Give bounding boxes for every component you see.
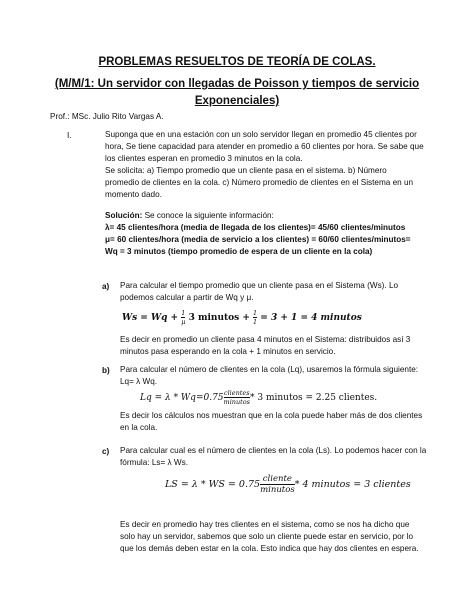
professor-name: Prof.: MSc. Julio Rito Vargas A.	[50, 112, 164, 121]
given-lambda: λ= 45 clientes/hora (media de llegada de los clientes)= 45/60 clientes/minutos	[105, 223, 406, 232]
part-c-explain: que los demás deben estar en la cola. Esto indica que hay dos clientes en espera.	[120, 544, 419, 553]
part-a-explain: minutos pasa esperando en la cola + 1 minutos en servicio.	[120, 347, 336, 356]
document-subtitle-line1: (M/M/1: Un servidor con llegadas de Poisson y tiempos de servicio	[54, 78, 420, 90]
part-b-line: Lq= λ Wq.	[120, 377, 158, 386]
part-b-frac-den: minutos	[223, 398, 251, 406]
problem-line: los clientes esperan en promedio 3 minutos en la cola.	[105, 154, 303, 163]
part-c-line: Para calcular cual es el número de clientes en la cola (Ls). Lo podemos hacer con la	[120, 446, 427, 455]
given-wq: Wq = 3 minutos (tiempo promedio de espera de un cliente en la cola)	[105, 247, 373, 256]
document-title: PROBLEMAS RESUELTOS DE TEORÍA DE COLAS.	[98, 56, 376, 68]
document-subtitle-line2: Exponenciales)	[194, 95, 280, 107]
part-b-explain: en la cola.	[120, 423, 158, 432]
part-b-frac	[224, 389, 250, 406]
part-a-letter: a)	[102, 282, 110, 291]
part-b-explain: Es decir los cálculos nos muestran que en la cola puede haber más de dos clientes	[120, 411, 423, 420]
part-c-line: fórmula: Ls= λ Ws.	[120, 458, 189, 467]
problem-line: hora, Se tiene capacidad para atender en promedio a 60 clientes por hora. Se sabe que	[105, 142, 424, 151]
part-b-frac-num: clientes	[223, 389, 250, 397]
part-c-frac	[260, 474, 295, 495]
problem-line: Suponga que en una estación con un solo servidor llegan en promedio 45 clientes por	[105, 130, 417, 139]
part-c-formula-lhs: LS = λ * WS = 0.75	[165, 479, 261, 490]
part-a-line: Para calcular el tiempo promedio que un cliente pasa en el Sistema (Ws). Lo	[120, 281, 399, 290]
part-c-explain: solo hay un servidor, sabemos que solo un cliente puede estar en servicio, por lo	[120, 532, 414, 541]
part-c-explain: Es decir en promedio hay tres clientes en el sistema, como se nos ha dicho que	[120, 520, 410, 529]
part-a-frac-den: μ	[181, 318, 186, 326]
part-a-line: podemos calcular a partir de Wq y μ.	[120, 293, 254, 302]
part-a-formula	[122, 309, 362, 326]
problem-number: I.	[67, 131, 72, 140]
part-a-formula-lhs: Ws = Wq +	[122, 313, 182, 323]
part-a-frac-num: 1	[181, 309, 186, 317]
part-b-formula	[140, 389, 377, 406]
given-mu: μ= 60 clientes/hora (media de servicio a los clientes) = 60/60 clientes/minutos=	[105, 235, 411, 244]
part-a-explain: Es decir en promedio un cliente pasa 4 minutos en el Sistema: distribuidos así 3	[120, 335, 411, 344]
problem-line: Se solicita: a) Tiempo promedio que un cliente pasa en el sistema. b) Número	[105, 166, 387, 175]
part-c-frac-den: minutos	[260, 485, 295, 495]
part-a-frac2-den: 1	[253, 318, 258, 326]
part-a-formula-rhs: = 3 + 1 = 4 minutos	[257, 313, 362, 323]
solution-label: Solución:	[105, 211, 143, 220]
part-c-formula	[165, 474, 411, 495]
solution-intro: Se conoce la siguiente información:	[142, 211, 274, 220]
problem-line: promedio de clientes en la cola. c) Número promedio de clientes en el Sistema en un	[105, 178, 414, 187]
problem-line: momento dado.	[105, 190, 162, 199]
part-a-formula-mid: 3 minutos +	[185, 313, 254, 323]
part-b-formula-lhs: Lq = λ * Wq=0.75	[140, 393, 224, 403]
part-b-letter: b)	[102, 366, 110, 375]
part-c-frac-num: cliente	[262, 474, 292, 484]
solution-heading	[105, 210, 274, 222]
part-b-line: Para calcular el número de clientes en la cola (Lq), usaremos la fórmula siguiente:	[120, 365, 419, 374]
part-c-formula-rhs: * 4 minutos = 3 clientes	[294, 479, 411, 490]
part-c-letter: c)	[102, 447, 110, 456]
part-b-formula-rhs: * 3 minutos = 2.25 clientes.	[250, 393, 378, 403]
part-a-frac2-num: 1	[253, 309, 258, 317]
